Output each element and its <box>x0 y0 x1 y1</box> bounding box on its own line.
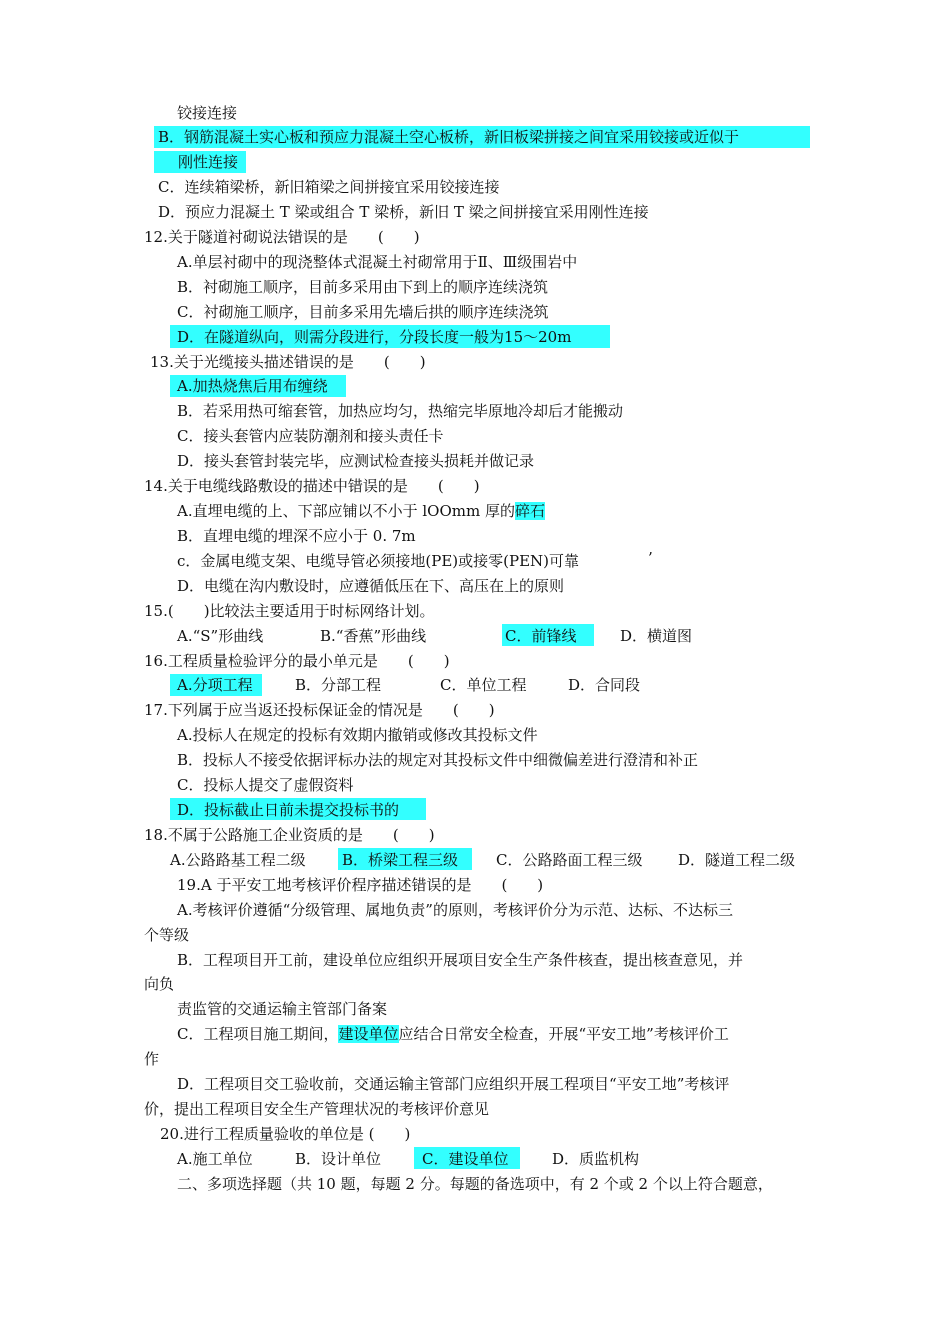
q19-option-c <box>177 1024 729 1044</box>
q12-option-a: A.单层衬砌中的现浇整体式混凝土衬砌常用于Ⅱ、Ⅲ级围岩中 <box>177 253 578 271</box>
q18-option-d: D．隧道工程二级 <box>678 851 796 869</box>
q14-option-b: B．直埋电缆的埋深不应小于 0. 7m <box>177 527 416 545</box>
q14-answer-highlight: 碎石 <box>514 502 545 520</box>
q11-option-b: B．钢筋混凝土实心板和预应力混凝土空心板桥，新旧板梁拼接之间宜采用铰接或近似于 <box>158 128 740 146</box>
q12-stem: 12.关于隧道衬砌说法错误的是 ( ) <box>144 228 420 246</box>
q12-option-d: D．在隧道纵向，则需分段进行，分段长度一般为15～20m <box>177 328 572 346</box>
stray-mark: ’ <box>648 549 653 567</box>
q17-stem: 17.下列属于应当返还投标保证金的情况是 ( ) <box>144 701 495 719</box>
q11-option-d: D．预应力混凝土 T 梁或组合 T 梁桥，新旧 T 梁之间拼接宜采用刚性连接 <box>158 203 649 221</box>
q15-option-b: B.“香蕉”形曲线 <box>320 627 427 645</box>
q13-option-c: C．接头套管内应装防潮剂和接头责任卡 <box>177 427 444 445</box>
q14-option-c: c．金属电缆支架、电缆导管必须接地(PE)或接零(PEN)可靠 <box>177 552 580 570</box>
q11-option-c: C．连续箱梁桥，新旧箱梁之间拼接宜采用铰接连接 <box>158 178 500 196</box>
q20-option-b: B．设计单位 <box>295 1150 382 1168</box>
q11-option-a-tail: 铰接连接 <box>177 104 238 122</box>
q17-option-d: D．投标截止日前未提交投标书的 <box>177 801 400 819</box>
q18-stem: 18.不属于公路施工企业资质的是 ( ) <box>144 826 435 844</box>
q16-option-d: D．合同段 <box>568 676 641 694</box>
q20-stem: 20.进行工程质量验收的单位是 ( ) <box>160 1125 411 1143</box>
q13-stem: 13.关于光缆接头描述错误的是 ( ) <box>150 353 426 371</box>
q18-option-c: C．公路路面工程三级 <box>496 851 643 869</box>
q19-option-a-cont: 个等级 <box>144 926 190 944</box>
q17-option-c: C．投标人提交了虚假资料 <box>177 776 354 794</box>
q19-answer-highlight: 建设单位 <box>338 1025 399 1043</box>
q19-stem: 19.A 于平安工地考核评价程序描述错误的是 ( ) <box>177 876 544 894</box>
q19-option-b: B．工程项目开工前，建设单位应组织开展项目安全生产条件核查，提出核查意见，并 <box>177 951 744 969</box>
q12-option-b: B．衬砌施工顺序，目前多采用由下到上的顺序连续浇筑 <box>177 278 549 296</box>
q20-option-d: D．质监机构 <box>552 1150 640 1168</box>
q19-option-a: A.考核评价遵循“分级管理、属地负责”的原则，考核评价分为示范、达标、不达标三 <box>177 901 733 919</box>
q16-stem: 16.工程质量检验评分的最小单元是 ( ) <box>144 652 450 670</box>
q15-option-c: C．前锋线 <box>505 627 577 645</box>
q15-stem: 15.( )比较法主要适用于时标网络计划。 <box>144 602 435 620</box>
q19-option-b-cont-1: 向负 <box>144 975 175 993</box>
q14-option-a-text: A.直埋电缆的上、下部应铺以不小于 lOOmm 厚的 <box>177 502 515 520</box>
q13-option-d: D．接头套管封装完毕，应测试检查接头损耗并做记录 <box>177 452 535 470</box>
q13-option-b: B．若采用热可缩套管，加热应均匀，热缩完毕原地冷却后才能搬动 <box>177 402 624 420</box>
q11-option-b-cont: 刚性连接 <box>178 153 239 171</box>
q16-option-a: A.分项工程 <box>177 676 253 694</box>
q20-option-a: A.施工单位 <box>177 1150 253 1168</box>
section-2-heading: 二、多项选择题（共 10 题，每题 2 分。每题的备选项中，有 2 个或 2 个以上符合题意， <box>177 1175 773 1193</box>
q16-option-b: B．分部工程 <box>295 676 382 694</box>
q20-option-c: C．建设单位 <box>422 1150 509 1168</box>
q15-option-a: A.“S”形曲线 <box>177 627 264 645</box>
q14-stem: 14.关于电缆线路敷设的描述中错误的是 ( ) <box>144 477 480 495</box>
q16-option-c: C．单位工程 <box>440 676 527 694</box>
q14-option-d: D．电缆在沟内敷设时，应遵循低压在下、高压在上的原则 <box>177 577 565 595</box>
q17-option-a: A.投标人在规定的投标有效期内撤销或修改其投标文件 <box>177 726 538 744</box>
q19-option-d-cont: 价，提出工程项目安全生产管理状况的考核评价意见 <box>144 1100 490 1118</box>
q17-option-b: B．投标人不接受依据评标办法的规定对其投标文件中细微偏差进行澄清和补正 <box>177 751 699 769</box>
q18-option-a: A.公路路基工程二级 <box>170 851 306 869</box>
q12-option-c: C．衬砌施工顺序，目前多采用先墙后拱的顺序连续浇筑 <box>177 303 549 321</box>
q19-option-c-end: 应结合日常安全检查，开展“平安工地”考核评价工 <box>398 1025 729 1043</box>
q15-option-d: D．横道图 <box>620 627 693 645</box>
q19-option-c-start: C．工程项目施工期间， <box>177 1025 339 1043</box>
q13-option-a: A.加热烧焦后用布缠绕 <box>177 377 328 395</box>
q19-option-b-cont-2: 责监管的交通运输主管部门备案 <box>177 1000 388 1018</box>
q19-option-c-cont: 作 <box>144 1050 160 1068</box>
q19-option-d: D．工程项目交工验收前，交通运输主管部门应组织开展工程项目“平安工地”考核评 <box>177 1075 730 1093</box>
q18-option-b: B．桥梁工程三级 <box>342 851 459 869</box>
q14-option-a <box>177 501 545 521</box>
